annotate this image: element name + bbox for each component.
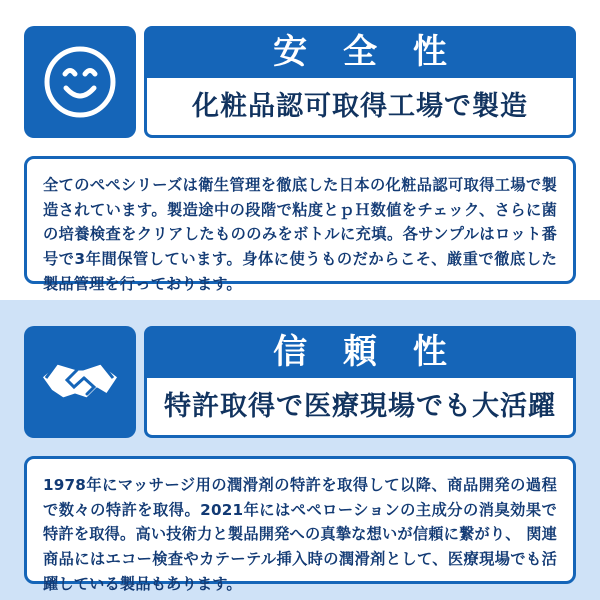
reliability-header-texts [144,326,576,438]
reliability-title: 信 頼 性 [273,332,459,372]
reliability-body-text: 1978年にマッサージ用の潤滑剤の特許を取得して以降、商品開発の過程で数々の特許を取得。2021年にはぺぺローションの主成分の消臭効果で特許を取得。高い技術力と製品開発への真摯な想いが信頼に繋がり、 関連商品にはエコー検査やカテーテル挿入時の潤滑剤として、医療現場でも活躍している製品もあります。 [43,476,557,593]
reliability-body-box [24,456,576,593]
safety-title: 安 全 性 [273,32,459,72]
smiley-face-icon [24,26,136,138]
reliability-header [24,326,576,438]
safety-subtitle: 化粧品認可取得工場で製造 [192,91,528,122]
safety-subtitle-band [144,78,576,138]
reliability-subtitle-band [144,378,576,438]
safety-header-texts [144,26,576,138]
reliability-title-band [144,326,576,378]
safety-header [24,26,576,138]
handshake-icon [24,326,136,438]
section-reliability [0,300,600,600]
safety-title-band [144,26,576,78]
safety-body-text: 全てのぺぺシリーズは衛生管理を徹底した日本の化粧品認可取得工場で製造されています。製造途中の段階で粘度とｐＨ数値をチェック、さらに菌の培養検査をクリアしたもののみをボトルに充填。各サンプルはロット番号で3年間保管しています。身体に使うものだからこそ、厳重で徹底した製品管理を行っております。 [43,176,557,293]
reliability-subtitle: 特許取得で医療現場でも大活躍 [164,391,556,422]
safety-body-box [24,156,576,293]
